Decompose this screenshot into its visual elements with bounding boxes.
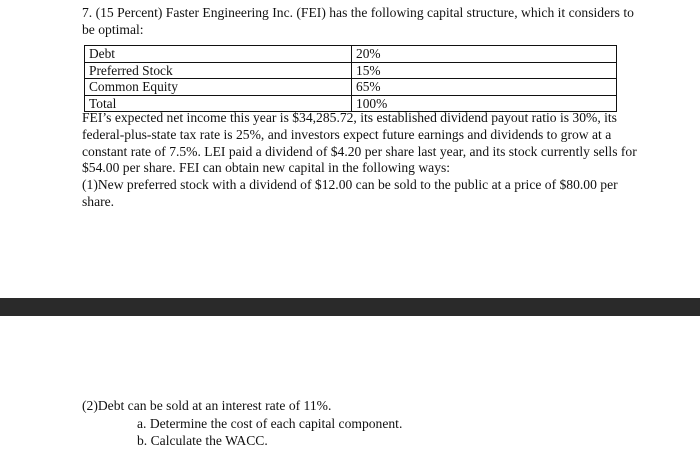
table-row bbox=[85, 46, 617, 63]
row-value-debt: 20% bbox=[352, 46, 617, 63]
task-b: b. Calculate the WACC. bbox=[137, 433, 268, 448]
problem-body bbox=[82, 110, 642, 211]
problem-paragraph: FEI’s expected net income this year is $34,285.72, its established dividend payout ratio is 30%, its federal-plus-state tax rate is 25%, and investors expect future earnings and dividends to grow at a constant rate of 7.5%. LEI paid a dividend of $4.20 per share last year, and its stock currently sells for $54.00 per share. FEI can obtain new capital in the following ways: bbox=[82, 110, 637, 176]
task-list bbox=[137, 415, 402, 449]
row-value-total: 100% bbox=[352, 95, 617, 112]
task-a: a. Determine the cost of each capital component. bbox=[137, 416, 403, 431]
capital-structure-table bbox=[84, 45, 617, 112]
table-row bbox=[85, 62, 617, 79]
row-label-total: Total bbox=[85, 95, 352, 112]
question-title: 7. (15 Percent) Faster Engineering Inc. (FEI) has the following capital structure, which it considers to be optimal: bbox=[82, 5, 634, 37]
page-divider-bar bbox=[0, 298, 700, 316]
row-label-common-equity: Common Equity bbox=[85, 79, 352, 96]
row-label-debt: Debt bbox=[85, 46, 352, 63]
row-value-common-equity: 65% bbox=[352, 79, 617, 96]
row-value-preferred-stock: 15% bbox=[352, 62, 617, 79]
row-label-preferred-stock: Preferred Stock bbox=[85, 62, 352, 79]
option-one-text: (1)New preferred stock with a dividend of $12.00 can be sold to the public at a price of $80.00 per share. bbox=[82, 177, 618, 209]
table-row bbox=[85, 79, 617, 96]
option-two-text: (2)Debt can be sold at an interest rate of 11%. bbox=[82, 398, 332, 413]
